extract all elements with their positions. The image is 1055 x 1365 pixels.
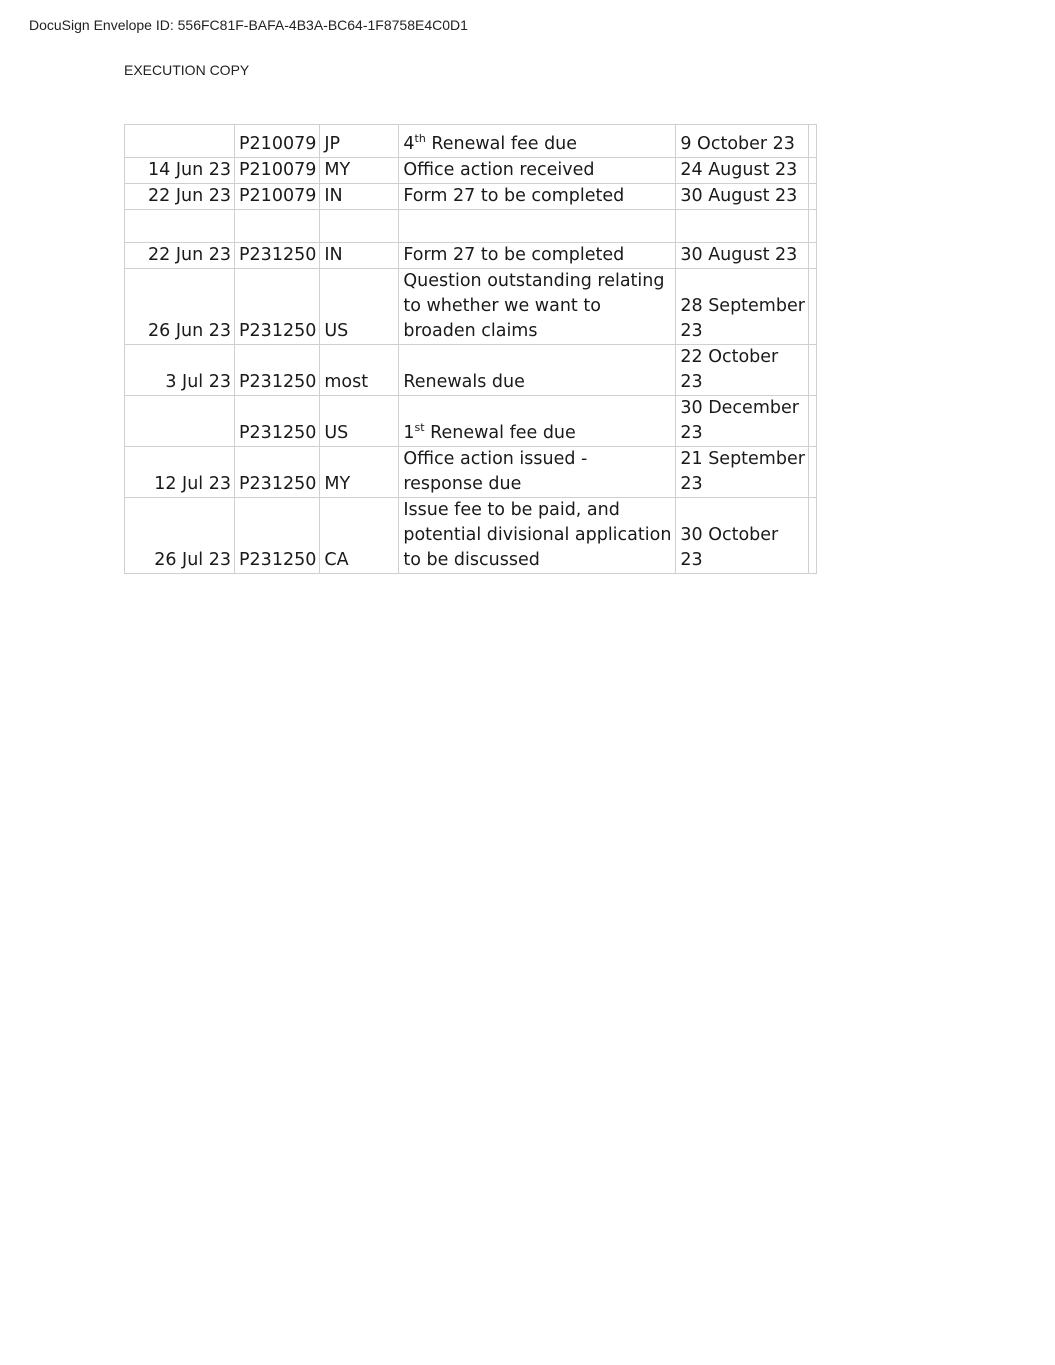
date-cell xyxy=(125,210,235,243)
table-row xyxy=(125,184,817,210)
spacer-cell xyxy=(809,498,817,574)
date-cell: 3 Jul 23 xyxy=(125,345,235,396)
action-cell xyxy=(399,269,676,345)
due-date-cell: 30 August 23 xyxy=(676,184,809,210)
due-date-cell: 9 October 23 xyxy=(676,125,809,158)
country-cell: US xyxy=(320,396,399,447)
reference-cell xyxy=(235,210,320,243)
spacer-cell xyxy=(809,396,817,447)
action-cell xyxy=(399,345,676,396)
due-date-cell: 30 August 23 xyxy=(676,243,809,269)
action-ordinal-suffix: th xyxy=(414,132,426,145)
date-cell: 12 Jul 23 xyxy=(125,447,235,498)
date-cell: 22 Jun 23 xyxy=(125,243,235,269)
spacer-cell xyxy=(809,184,817,210)
spacer-cell xyxy=(809,158,817,184)
action-cell xyxy=(399,447,676,498)
due-date-cell: 30 October 23 xyxy=(676,498,809,574)
action-ordinal: 1 xyxy=(403,423,415,443)
table-row xyxy=(125,396,817,447)
date-cell: 14 Jun 23 xyxy=(125,158,235,184)
date-cell: 26 Jul 23 xyxy=(125,498,235,574)
spacer-cell xyxy=(809,125,817,158)
action-text: Office action issued - response due xyxy=(403,449,588,494)
action-ordinal: 4 xyxy=(403,134,415,154)
country-cell: IN xyxy=(320,243,399,269)
action-cell xyxy=(399,158,676,184)
reference-cell: P231250 xyxy=(235,396,320,447)
action-cell xyxy=(399,125,676,158)
country-cell: CA xyxy=(320,498,399,574)
action-text: Renewal fee due xyxy=(424,423,576,443)
country-cell xyxy=(320,210,399,243)
reference-cell: P231250 xyxy=(235,269,320,345)
date-cell: 22 Jun 23 xyxy=(125,184,235,210)
country-cell: MY xyxy=(320,447,399,498)
due-date-cell: 30 December 23 xyxy=(676,396,809,447)
date-cell xyxy=(125,396,235,447)
spacer-cell xyxy=(809,345,817,396)
action-text: Renewal fee due xyxy=(425,134,578,154)
table-row xyxy=(125,210,817,243)
action-text: Issue fee to be paid, and potential divisional application to be discussed xyxy=(403,500,672,570)
due-date-cell: 22 October 23 xyxy=(676,345,809,396)
table-row xyxy=(125,447,817,498)
country-cell: US xyxy=(320,269,399,345)
spacer-cell xyxy=(809,269,817,345)
table-row xyxy=(125,345,817,396)
due-date-cell: 28 September 23 xyxy=(676,269,809,345)
action-text: Form 27 to be completed xyxy=(403,186,625,206)
action-cell xyxy=(399,184,676,210)
spacer-cell xyxy=(809,447,817,498)
country-cell: JP xyxy=(320,125,399,158)
spacer-cell xyxy=(809,210,817,243)
table-row xyxy=(125,243,817,269)
due-date-cell xyxy=(676,210,809,243)
due-date-cell: 24 August 23 xyxy=(676,158,809,184)
table-row xyxy=(125,498,817,574)
action-text: Form 27 to be completed xyxy=(403,245,625,265)
table-row xyxy=(125,158,817,184)
reference-cell: P231250 xyxy=(235,498,320,574)
spacer-cell xyxy=(809,243,817,269)
action-cell xyxy=(399,498,676,574)
action-text: Office action received xyxy=(403,160,595,180)
country-cell: most xyxy=(320,345,399,396)
action-cell xyxy=(399,396,676,447)
table-row xyxy=(125,269,817,345)
action-cell xyxy=(399,243,676,269)
date-cell: 26 Jun 23 xyxy=(125,269,235,345)
action-cell xyxy=(399,210,676,243)
table-row xyxy=(125,125,817,158)
reference-cell: P231250 xyxy=(235,447,320,498)
docusign-envelope-id: DocuSign Envelope ID: 556FC81F-BAFA-4B3A-BC64-1F8758E4C0D1 xyxy=(29,17,468,33)
reference-cell: P210079 xyxy=(235,125,320,158)
country-cell: IN xyxy=(320,184,399,210)
reference-cell: P210079 xyxy=(235,158,320,184)
execution-copy-label: EXECUTION COPY xyxy=(124,62,250,78)
reference-cell: P231250 xyxy=(235,345,320,396)
deadlines-table xyxy=(124,124,817,574)
action-text: Renewals due xyxy=(403,372,525,392)
reference-cell: P231250 xyxy=(235,243,320,269)
country-cell: MY xyxy=(320,158,399,184)
reference-cell: P210079 xyxy=(235,184,320,210)
action-text: Question outstanding relating to whether we want to broaden claims xyxy=(403,271,665,341)
action-ordinal-suffix: st xyxy=(414,421,425,434)
due-date-cell: 21 September 23 xyxy=(676,447,809,498)
date-cell xyxy=(125,125,235,158)
